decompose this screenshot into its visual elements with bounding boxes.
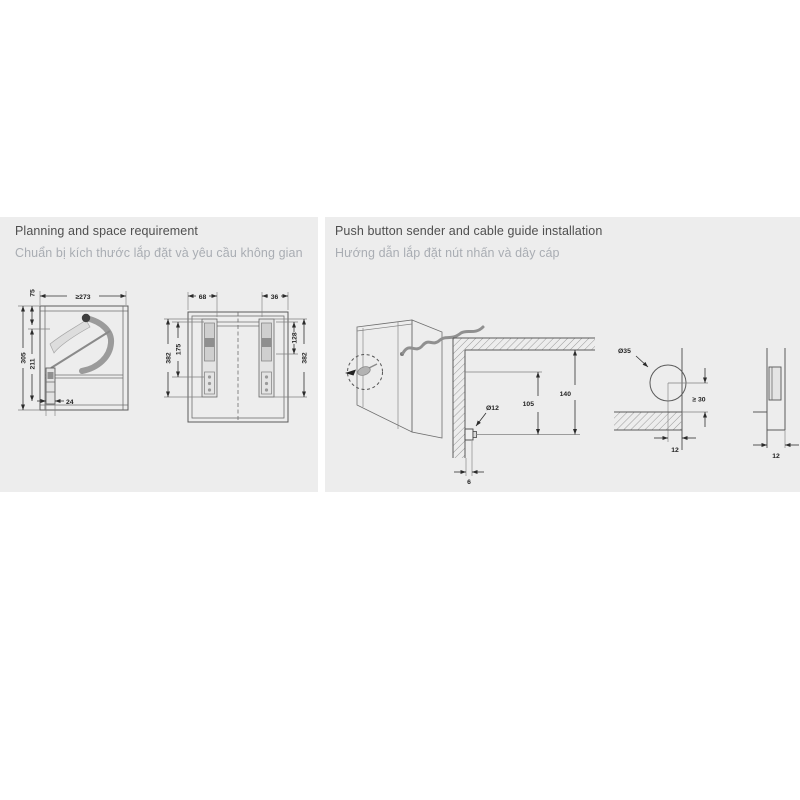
dim-top-right-offset: 36 — [270, 293, 279, 301]
lift-mechanism-left — [202, 319, 217, 397]
dim-outer-left-height: 382 — [165, 352, 173, 364]
dim-total-height: 305 — [20, 352, 28, 364]
installation-title: Push button sender and cable guide installation — [335, 224, 603, 238]
shelf-section — [614, 412, 682, 430]
dim-inner-left-height: 175 — [175, 343, 183, 356]
pointer-arrow-icon — [345, 370, 356, 376]
guide-side-detail-diagram — [748, 335, 800, 470]
installation-subtitle: Hướng dẫn lắp đặt nút nhấn và dây cáp — [335, 246, 560, 260]
dim-top-offset: 75 — [29, 289, 37, 297]
lift-arm — [46, 314, 111, 404]
dim-edge-distance: 6 — [467, 479, 471, 486]
dim-height-to-center: 105 — [522, 401, 534, 408]
cabinet-front-view-diagram — [158, 282, 310, 432]
wall-section — [453, 338, 595, 458]
dim-inner-right-height: 128 — [291, 332, 299, 344]
dim-guide-center-offset: 12 — [772, 453, 780, 460]
sender-highlight — [345, 355, 383, 390]
dim-height-to-top: 140 — [559, 391, 571, 398]
push-button — [465, 429, 477, 440]
lift-mechanism-right — [259, 319, 274, 397]
pivot-knob — [82, 314, 90, 322]
planning-title: Planning and space requirement — [15, 224, 198, 238]
cable-hole-diagram — [610, 330, 750, 465]
cabinet-sketch — [357, 320, 442, 438]
planning-subtitle: Chuẩn bị kích thước lắp đặt và yêu cầu không gian — [15, 246, 303, 260]
dim-cable-hole-diameter: Ø35 — [618, 348, 631, 355]
button-position-diagram — [450, 300, 600, 490]
dim-button-hole-diameter: Ø12 — [486, 405, 499, 412]
dim-depth-min: ≥273 — [75, 293, 91, 301]
dim-hole-center-offset: 12 — [671, 447, 679, 454]
dim-outer-right-height: 382 — [301, 352, 309, 364]
dim-min-shelf-distance: ≥ 30 — [692, 396, 706, 404]
cable-guide-part — [769, 367, 781, 400]
dim-mid-height: 211 — [29, 358, 37, 370]
cabinet-side-view-diagram — [10, 282, 160, 424]
dim-bottom-depth: 24 — [66, 398, 74, 406]
dim-top-left-offset: 68 — [198, 293, 207, 301]
